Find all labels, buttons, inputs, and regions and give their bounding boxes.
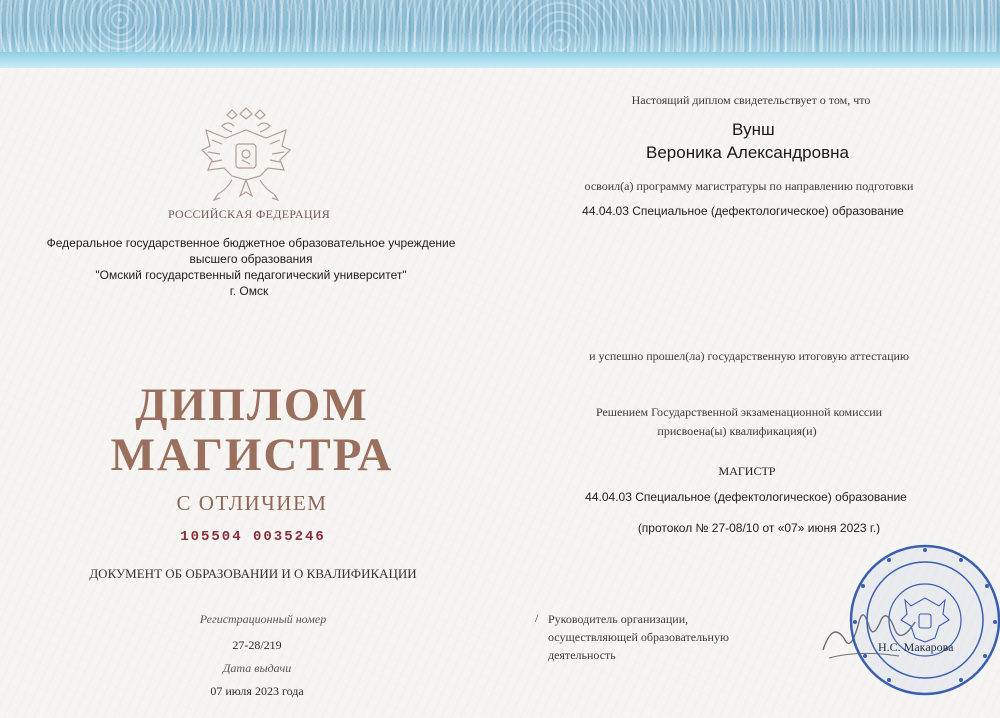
qualification-title: МАГИСТР	[718, 464, 776, 478]
signer-role-line-3: деятельность	[548, 648, 616, 662]
signature-mark: /	[535, 611, 539, 625]
graduate-given-names: Вероника Александровна	[646, 143, 849, 162]
registration-number: 27-28/219	[232, 638, 282, 652]
qualification-program: 44.04.03 Специальное (дефектологическое) образование	[585, 490, 907, 504]
graduate-surname: Вунш	[732, 120, 775, 139]
program-name: 44.04.03 Специальное (дефектологическое) образование	[582, 204, 904, 218]
institution-line-2: высшего образования	[189, 252, 313, 266]
institution-line-1: Федеральное государственное бюджетное образовательное учреждение	[46, 236, 456, 250]
federation-label: РОССИЙСКАЯ ФЕДЕРАЦИЯ	[167, 207, 331, 221]
signer-role-line-1: Руководитель организации,	[548, 612, 689, 626]
decision-line-2: присвоена(ы) квалификация(и)	[657, 424, 817, 438]
attestation-text: и успешно прошел(ла) государственную итоговую аттестацию	[589, 349, 909, 363]
certification-intro: Настоящий диплом свидетельствует о том, что	[631, 93, 871, 107]
official-seal-icon	[845, 540, 1000, 700]
decorative-band	[0, 52, 1000, 68]
decision-line-1: Решением Государственной экзаменационной комиссии	[595, 405, 883, 419]
institution-city: г. Омск	[229, 284, 269, 298]
signer-role-line-2: осуществляющей образовательную	[548, 630, 729, 644]
document-type: ДОКУМЕНТ ОБ ОБРАЗОВАНИИ И О КВАЛИФИКАЦИИ	[89, 566, 417, 581]
registration-label: Регистрационный номер	[199, 612, 327, 626]
serial-number: 105504 0035246	[180, 529, 326, 545]
diploma-title: ДИПЛОМ	[135, 379, 369, 431]
protocol-reference: (протокол № 27-08/10 от «07» июня 2023 г.)	[637, 521, 881, 535]
issue-date-label: Дата выдачи	[222, 661, 292, 675]
institution-line-3: "Омский государственный педагогический университет"	[95, 268, 407, 282]
coat-of-arms-icon	[196, 100, 296, 210]
diploma-subtitle: МАГИСТРА	[110, 429, 394, 481]
honors-label: С ОТЛИЧИЕМ	[176, 491, 328, 515]
signer-name: Н.С. Макарова	[878, 640, 954, 654]
issue-date: 07 июля 2023 года	[210, 684, 304, 698]
mastered-program-text: освоил(а) программу магистратуры по направлению подготовки	[584, 179, 914, 193]
